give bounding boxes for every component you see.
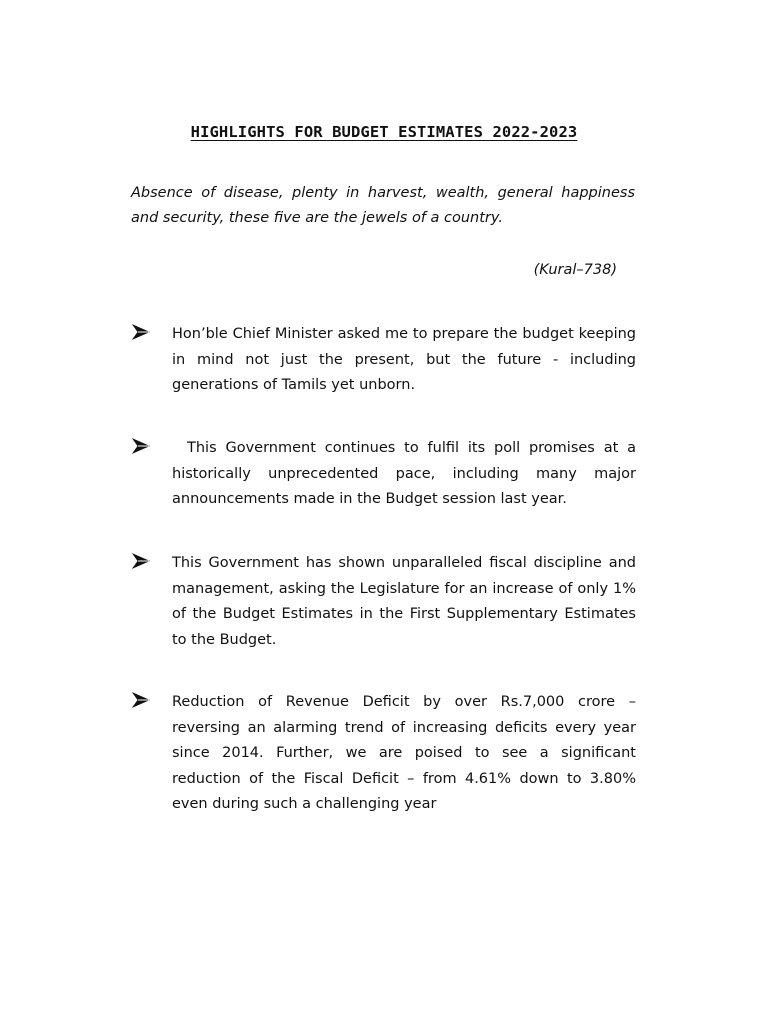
arrow-bullet-icon [132, 322, 172, 347]
bullet-item [132, 436, 636, 513]
bullet-item [132, 690, 636, 818]
bullet-text: This Government has shown unparalleled fiscal discipline and management, asking the Legislature for an increase of only 1% of the Budget Estimates in the First Supplementary Estimates to the Budget. [172, 555, 636, 648]
arrow-bullet-icon [132, 436, 172, 461]
arrow-bullet-icon [132, 690, 172, 715]
kural-quote: Absence of disease, plenty in harvest, wealth, general happiness and security, these five are the jewels of a country. [131, 185, 635, 226]
bullet-text: Reduction of Revenue Deficit by over Rs.7,000 crore – reversing an alarming trend of increasing deficits every year since 2014. Further, we are poised to see a significant reduction of the Fiscal Deficit – from 4.61% down to 3.80% even during such a challenging year [172, 694, 636, 812]
bullet-text: Hon’ble Chief Minister asked me to prepare the budget keeping in mind not just the present, but the future - including generations of Tamils yet unborn. [172, 326, 636, 393]
quote-source: (Kural–738) [533, 262, 617, 278]
document-title: HIGHLIGHTS FOR BUDGET ESTIMATES 2022-2023 [190, 123, 578, 141]
bullet-text: This Government continues to fulfil its poll promises at a historically unprecedented pace, including many major announcements made in the Budget session last year. [172, 440, 636, 507]
bullet-item [132, 551, 636, 653]
arrow-bullet-icon [132, 551, 172, 576]
bullet-item [132, 322, 636, 399]
